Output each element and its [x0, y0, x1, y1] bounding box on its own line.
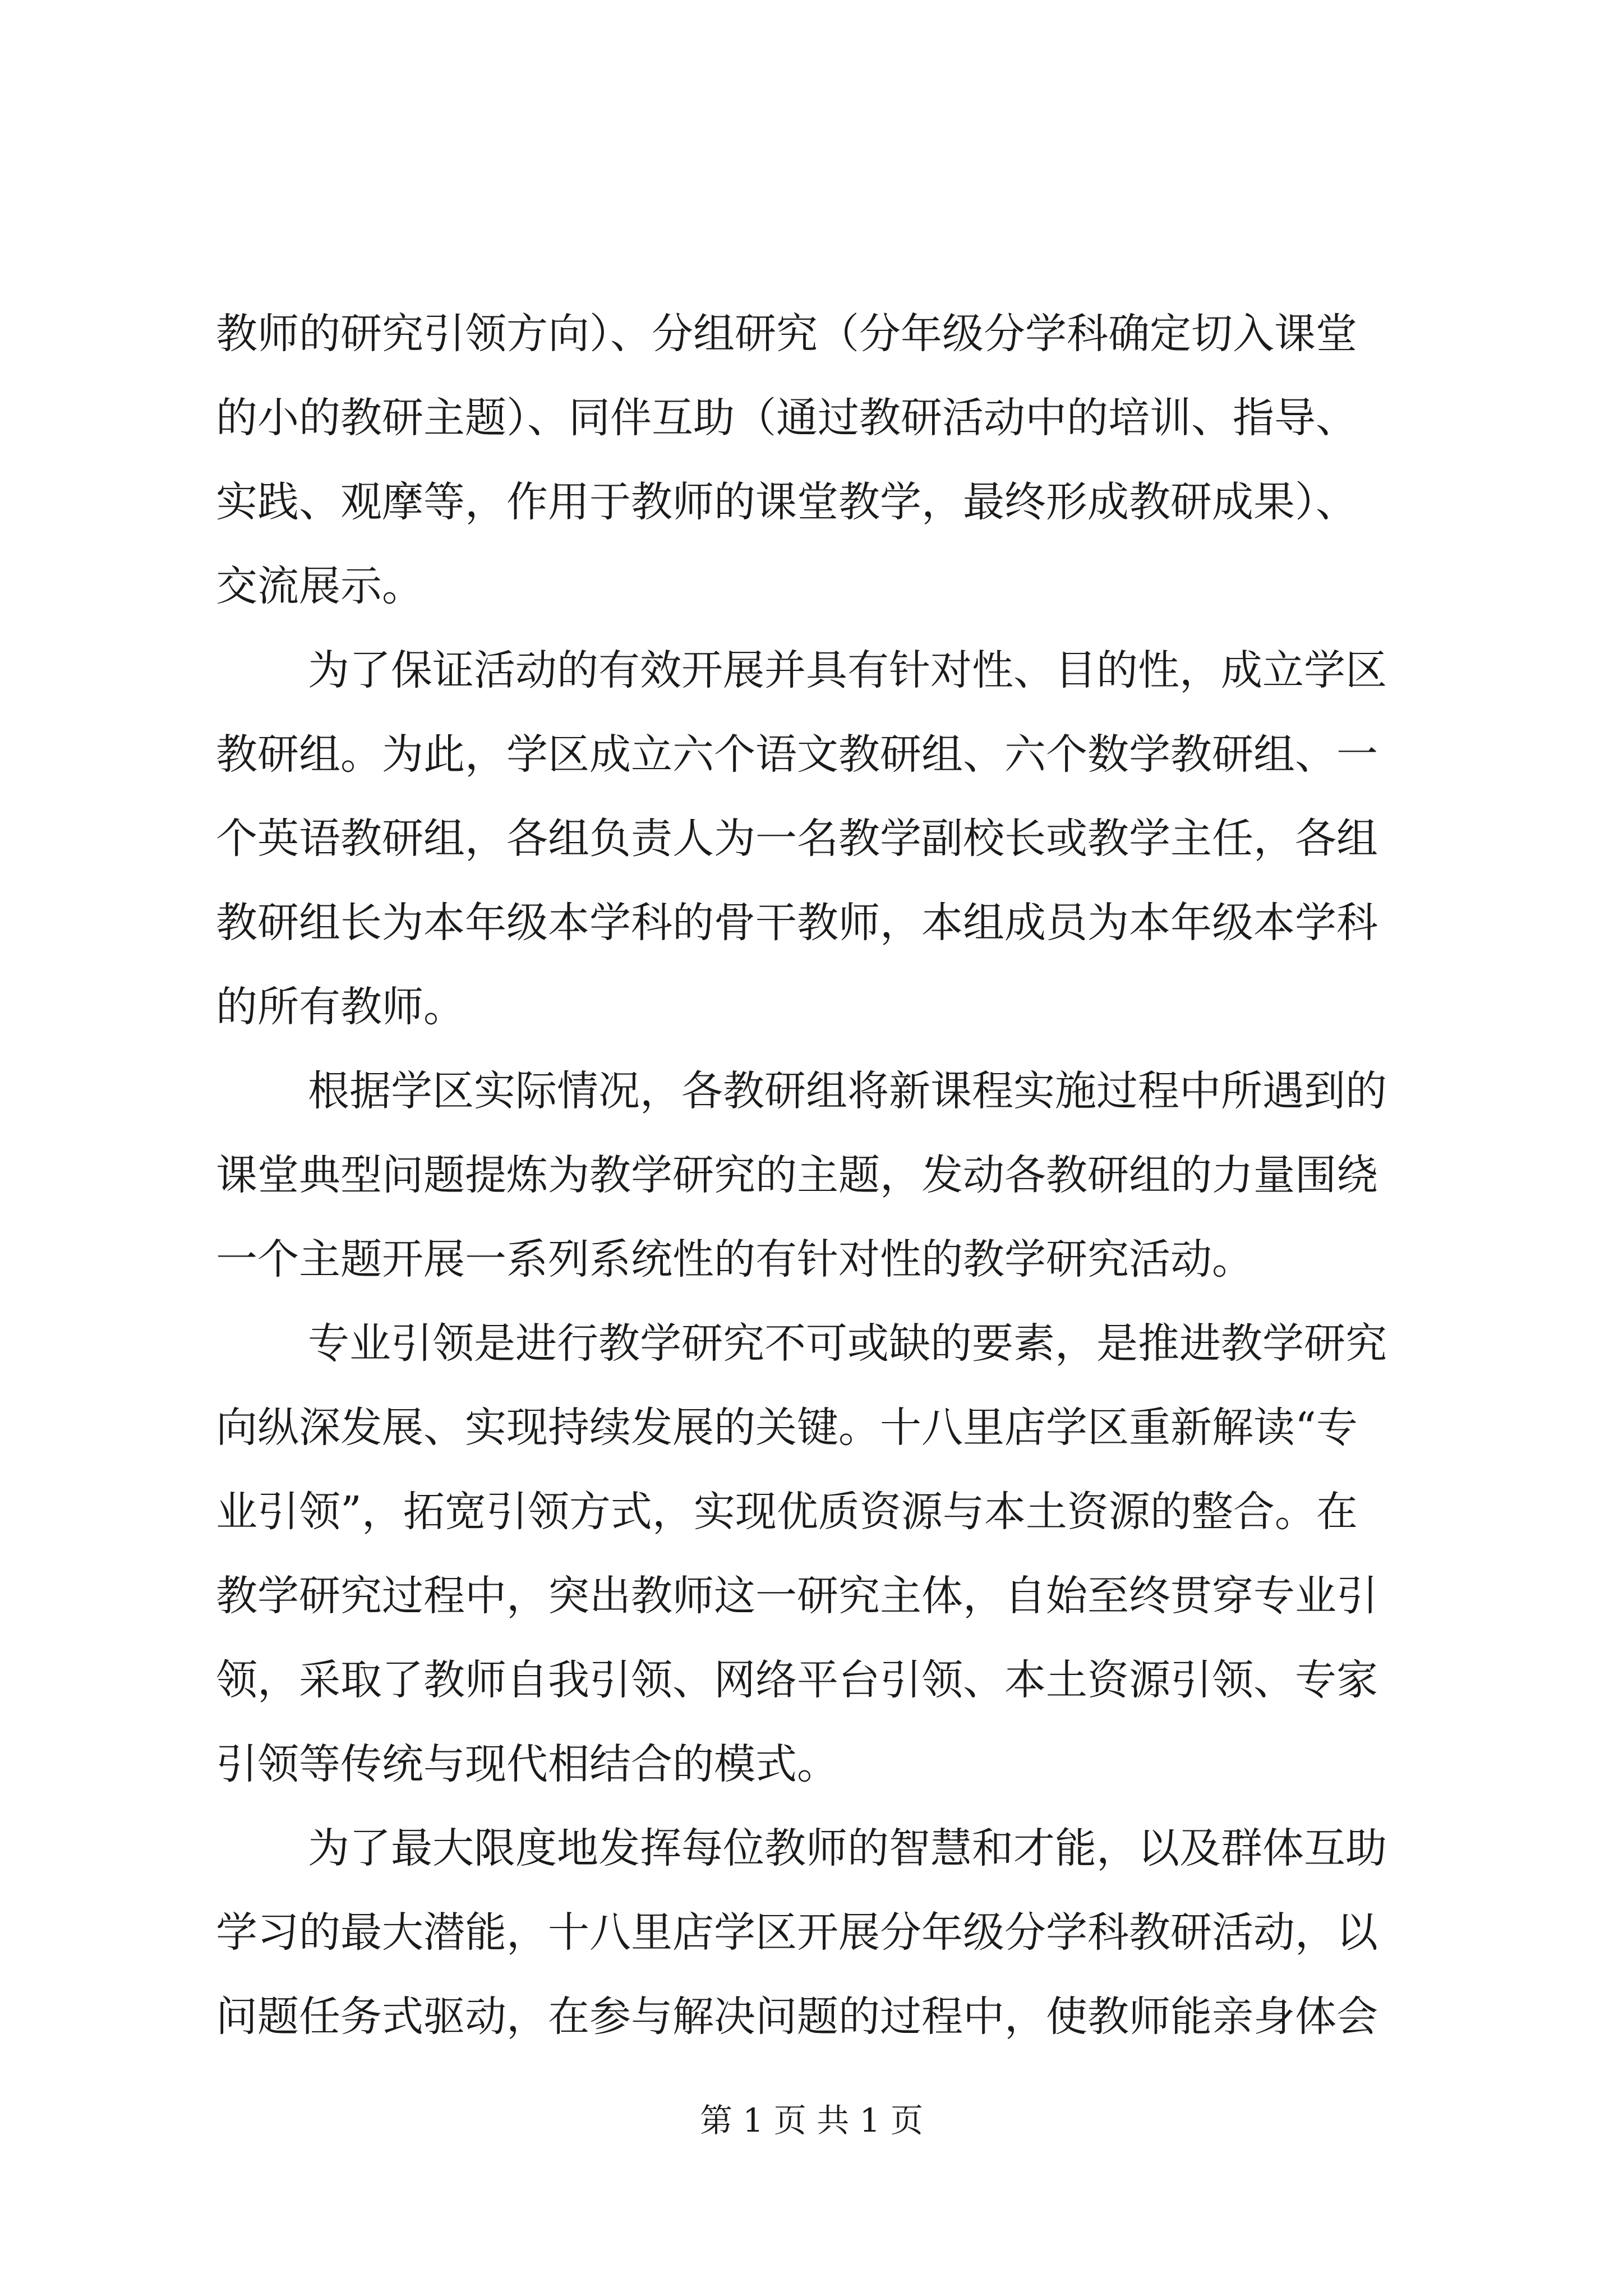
- text-line: 问题任务式驱动，在参与解决问题的过程中，使教师能亲身体会: [216, 1993, 1378, 2041]
- text-line: 实践、观摩等，作用于教师的课堂教学，最终形成教研成果）、: [216, 478, 1357, 526]
- document-body: [216, 292, 1421, 2059]
- text-line: 课堂典型问题提炼为教学研究的主题，发动各教研组的力量围绕: [216, 1151, 1378, 1199]
- page-number: 第 1 页 共 1 页: [700, 2101, 923, 2139]
- page-footer: [0, 2098, 1623, 2143]
- text-line: 学习的最大潜能，十八里店学区开展分年级分学科教研活动，以: [216, 1908, 1378, 1957]
- text-line: 教研组长为本年级本学科的骨干教师，本组成员为本年级本学科: [216, 899, 1378, 947]
- text-line: 领，采取了教师自我引领、网络平台引领、本土资源引领、专家: [216, 1656, 1378, 1704]
- paragraph-first-line: 为了最大限度地发挥每位教师的智慧和才能，以及群体互助: [308, 1824, 1387, 1872]
- paragraph-first-line: 为了保证活动的有效开展并具有针对性、目的性，成立学区: [308, 646, 1387, 694]
- text-line: 的小的教研主题）、同伴互助（通过教研活动中的培训、指导、: [216, 394, 1357, 442]
- text-line: 教学研究过程中，突出教师这一研究主体，自始至终贯穿专业引: [216, 1572, 1378, 1620]
- text-line: 向纵深发展、实现持续发展的关键。十八里店学区重新解读“专: [216, 1404, 1358, 1452]
- text-line: 个英语教研组，各组负责人为一名教学副校长或教学主任，各组: [216, 815, 1378, 863]
- text-line: 业引领”，拓宽引领方式，实现优质资源与本土资源的整合。在: [216, 1488, 1358, 1536]
- text-line: 交流展示。: [216, 562, 423, 610]
- paragraph-first-line: 根据学区实际情况，各教研组将新课程实施过程中所遇到的: [308, 1067, 1387, 1115]
- text-line: 教研组。为此，学区成立六个语文教研组、六个数学教研组、一: [216, 730, 1378, 779]
- paragraph-first-line: 专业引领是进行教学研究不可或缺的要素，是推进教学研究: [308, 1319, 1387, 1368]
- text-line: 的所有教师。: [216, 983, 465, 1031]
- text-line: 教师的研究引领方向）、分组研究（分年级分学科确定切入课堂: [216, 310, 1357, 358]
- text-line: 一个主题开展一系列系统性的有针对性的教学研究活动。: [216, 1235, 1253, 1283]
- text-line: 引领等传统与现代相结合的模式。: [216, 1740, 838, 1788]
